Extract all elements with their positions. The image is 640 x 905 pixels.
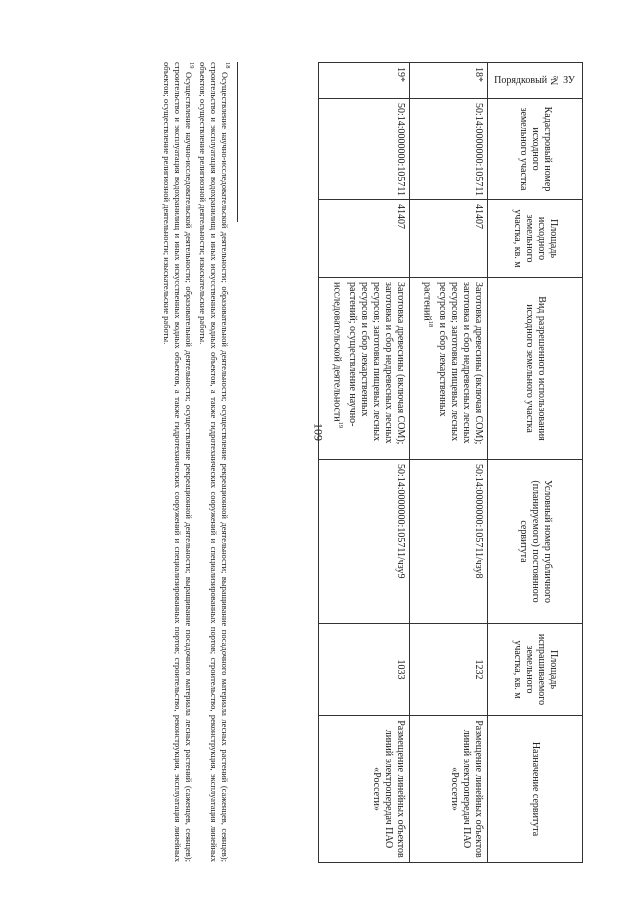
page-number: 109 [311, 423, 326, 441]
cell-area: 41407 [410, 200, 488, 278]
header-purpose: Назначение сервитута [488, 716, 583, 863]
cell-easement-number: 50:14:0000000:105711/чзу9 [319, 460, 410, 624]
table-row [319, 63, 410, 863]
cell-num: 19* [319, 63, 410, 99]
cell-purpose: Размещение линейных объектов линий электропередач ПАО «Россети» [410, 716, 488, 863]
cell-purpose: Размещение линейных объектов линий электропередач ПАО «Россети» [319, 716, 410, 863]
header-cadastral: Кадастровый номер исходного земельного участка [488, 99, 583, 200]
header-easement-number: Условный номер публичного (планируемого) постоянного сервитута [488, 460, 583, 624]
easement-table [318, 62, 583, 863]
table-row [410, 63, 488, 863]
header-use: Вид разрешенного использования исходного земельного участка [488, 278, 583, 460]
header-num: Порядковый № ЗУ [488, 63, 583, 99]
cell-easement-number: 50:14:0000000:105711/чзу8 [410, 460, 488, 624]
footnote-ref: 19 [337, 421, 345, 429]
rotated-page-content [8, 62, 583, 862]
cell-area: 41407 [319, 200, 410, 278]
cell-cadastral: 50:14:0000000:105711 [319, 99, 410, 200]
cell-cadastral: 50:14:0000000:105711 [410, 99, 488, 200]
cell-use: Заготовка древесины (включая СОМ); заготовка и сбор недревесных лесных ресурсов; заготовка пищевых лесных ресурсов и сбор лекарственных растений; осуществление научно-исследовательской деятельности$^{19}$ [319, 278, 410, 460]
footnote-18: $^{18}$ Осуществление научно-исследовательской деятельности; образовательной деятельности; осуществление рекреационной деятельности; выращивание посадочного материала лесных растений (саженцев, сеянцев); строительство и эксплуатация водохранилищ и иных искусственных водных объектов, а также гидротехнических сооружений и специализированных портов; строительство, реконструкция, эксплуатация линейных объектов; осуществление религиозной деятельности; изыскательские работы. [198, 62, 231, 862]
header-easement-area: Площадь испрашиваемого земельного участка, кв. м [488, 624, 583, 716]
header-area: Площадь исходного земельного участка, кв. м [488, 200, 583, 278]
cell-use: Заготовка древесины (включая СОМ); заготовка и сбор недревесных лесных ресурсов; заготовка пищевых лесных ресурсов и сбор лекарственных растений$^{18}$ [410, 278, 488, 460]
cell-num: 18* [410, 63, 488, 99]
cell-easement-area: 1232 [410, 624, 488, 716]
cell-easement-area: 1033 [319, 624, 410, 716]
table-header-row [488, 63, 583, 863]
footnote-ref: 18 [427, 320, 434, 328]
footnote-19: $^{19}$ Осуществление научно-исследовательской деятельности; образовательной деятельности; осуществление рекреационной деятельности; выращивание посадочного материала лесных растений (саженцев, сеянцев); строительство и эксплуатация водохранилищ и иных искусственных водных объектов, а также гидротехнических сооружений и специализированных портов; строительство, реконструкция, эксплуатация линейных объектов; осуществление религиозной деятельности; изыскательские работы. [162, 62, 195, 862]
footnote-divider [237, 62, 238, 222]
